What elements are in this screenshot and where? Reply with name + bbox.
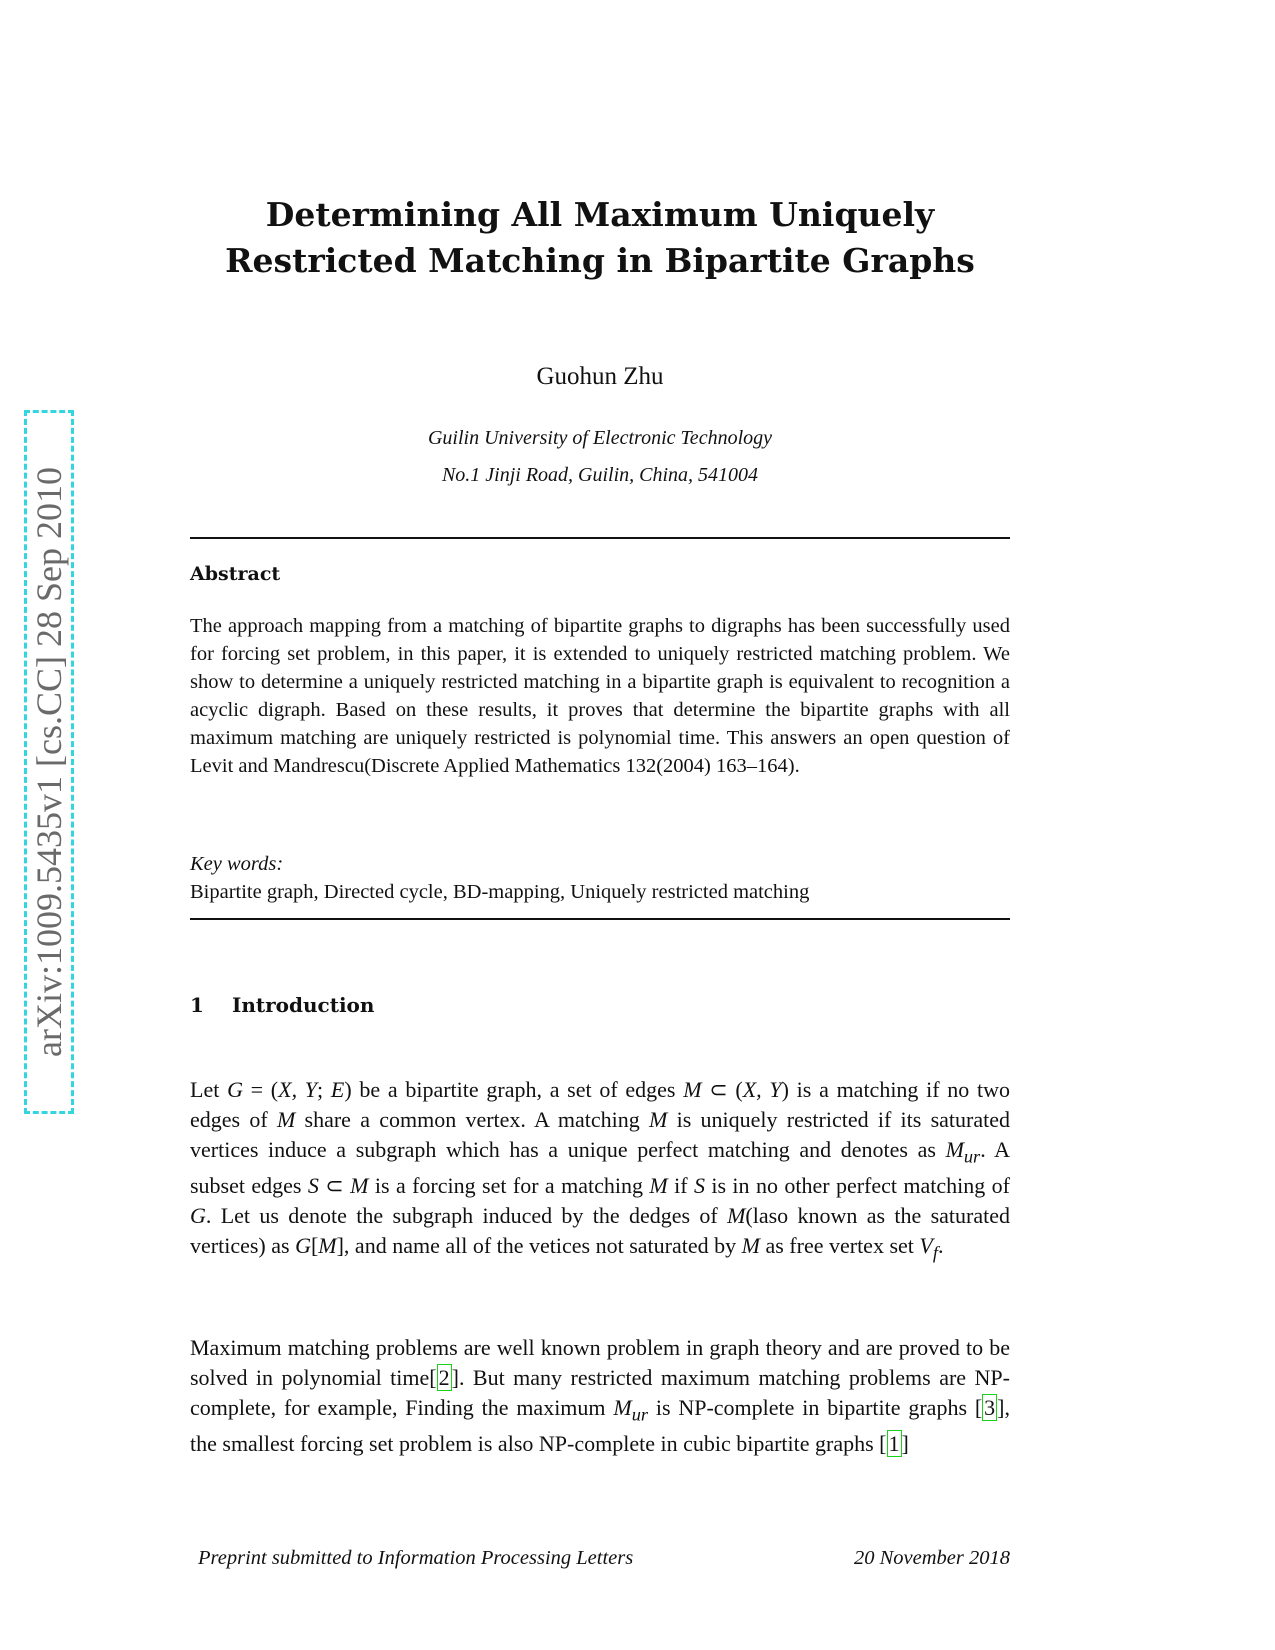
affiliation	[190, 420, 1010, 494]
section-heading-introduction	[190, 993, 374, 1017]
arxiv-stamp[interactable]	[24, 410, 74, 1114]
abstract-bottom-rule	[190, 918, 1010, 920]
section-number: 1	[190, 993, 204, 1017]
intro-paragraph-1: Let G = (X, Y; E) be a bipartite graph, a set of edges M ⊂ (X, Y) is a matching if no two edges of M share a common vertex. A matching M is uniquely restricted if its saturated vertices induce a subgraph which has a unique perfect matching and denotes as $M_{ur}$. A subset edges S ⊂ M is a forcing set for a matching M if S is in no other perfect matching of G. Let us denote the subgraph induced by the dedges of M(laso known as the saturated vertices) as G[M], and name all of the vetices not saturated by M as free vertex set $V_f$.	[190, 1077, 1011, 1263]
footer-date: 20 November 2018	[853, 1547, 1010, 1569]
keywords-label: Key words:	[190, 853, 284, 875]
title-line-1: Determining All Maximum Uniquely	[265, 195, 935, 234]
section-title: Introduction	[232, 993, 375, 1017]
citation-link-1[interactable]: 1	[888, 1431, 900, 1457]
keywords-list: Bipartite graph, Directed cycle, BD-mapping, Uniquely restricted matching	[190, 881, 810, 903]
title-line-2: Restricted Matching in Bipartite Graphs	[225, 241, 975, 280]
abstract-text: The approach mapping from a matching of bipartite graphs to digraphs has been successfully used for forcing set problem, in this paper, it is extended to uniquely restricted matching problem. We show to determine a uniquely restricted matching in a bipartite graph is equivalent to recognition a acyclic digraph. Based on these results, it proves that determine the bipartite graphs with all maximum matching are uniquely restricted is polynomial time. This answers an open question of Levit and Mandrescu(Discrete Applied Mathematics 132(2004) 163–164).	[190, 615, 1010, 777]
citation-link-2[interactable]: 2	[438, 1365, 450, 1390]
arxiv-identifier: arXiv:1009.5435v1 [cs.CC] 28 Sep 2010	[29, 467, 69, 1057]
citation-link-3[interactable]: 3	[984, 1395, 996, 1420]
abstract-top-rule	[190, 537, 1010, 539]
author-name: Guohun Zhu	[536, 363, 664, 390]
footer-preprint-note: Preprint submitted to Information Processing Letters	[198, 1547, 634, 1569]
affiliation-line-2: No.1 Jinji Road, Guilin, China, 541004	[441, 464, 759, 486]
affiliation-line-1: Guilin University of Electronic Technology	[427, 427, 772, 449]
abstract-heading: Abstract	[190, 563, 281, 585]
paper-title	[190, 192, 1010, 284]
intro-paragraph-2: Maximum matching problems are well known problem in graph theory and are proved to be solved in polynomial time[2]. But many restricted maximum matching problems are NP-complete, for example, Finding the maximum $M_{ur}$ is NP-complete in bipartite graphs [3], the smallest forcing set problem is also NP-complete in cubic bipartite graphs [1]	[190, 1335, 1010, 1457]
